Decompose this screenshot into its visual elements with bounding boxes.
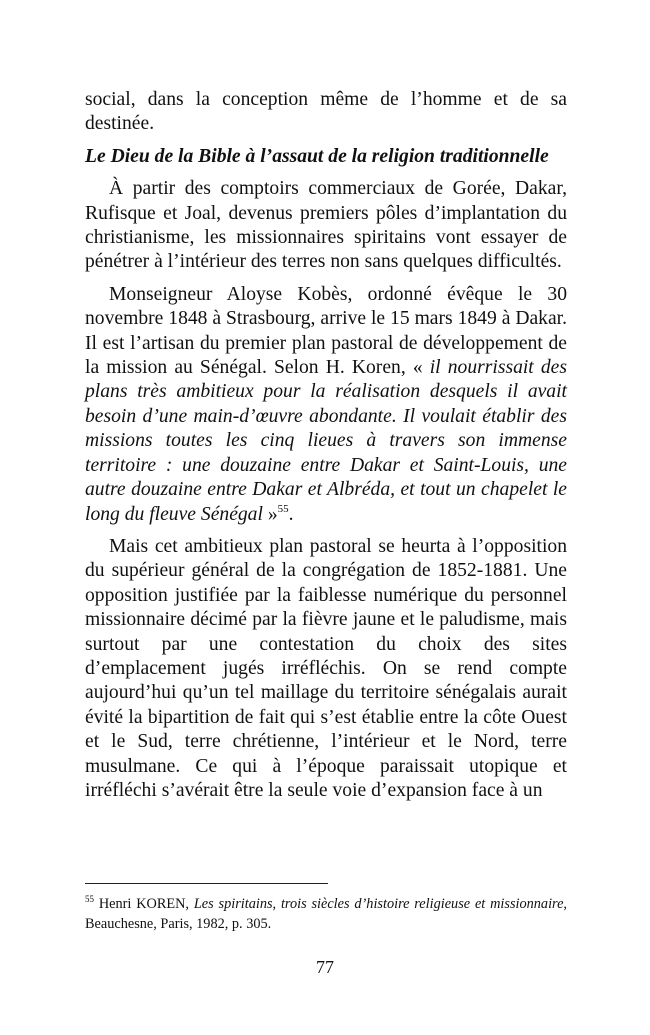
- footnote-author: Henri KOREN,: [94, 896, 194, 912]
- paragraph-1: À partir des comptoirs commerciaux de Gorée, Dakar, Rufisque et Joal, devenus premiers pôles d’implantation du christianisme, les missionnaires spiritains vont essayer de pénétrer à l’intérieur des terres non sans quelques difficultés.: [85, 178, 567, 273]
- page-number: 77: [316, 957, 334, 977]
- footnote-number: 55: [85, 894, 94, 904]
- continuation-paragraph: social, dans la conception même de l’homme et de sa destinée.: [85, 89, 567, 135]
- quote-open: «: [412, 357, 430, 379]
- footnote-reference: 55: [277, 502, 289, 515]
- paragraph-3: Mais cet ambitieux plan pastoral se heurta à l’opposition du supérieur général de la congrégation de 1852-1881. Une opposition justifiée par la faiblesse numérique du personnel missionnaire décimé par la fièvre jaune et le paludisme, mais surtout par une contestation du choix des sites d’emplacement jugés irréfléchis. On se rend compte aujourd’hui qu’un tel maillage du territoire sénégalais aurait évité la bipartition de fait qui s’est établie entre la côte Ouest et le Sud, terre chrétienne, l’intérieur et le Nord, terre musulmane. Ce qui à l’époque paraissait utopique et irréfléchi s’avérait être la seule voie d’expansion face à un: [85, 535, 567, 801]
- quote-close: »: [262, 503, 278, 525]
- koren-quote: il nourrissait des plans très ambitieux pour la réalisation desquels il avait besoin d’une main-d’œuvre abondante. Il voulait établir des missions toutes les cinq lieues à travers son immense territoire : une douzaine entre Dakar et Saint-Louis, une autre douzaine entre Dakar et Albréda, et tout un chapelet le long du fleuve Sénégal: [85, 357, 567, 525]
- paragraph-2-text: Monseigneur Aloyse Kobès, ordonné évêque le 30 novembre 1848 à Strasbourg, arrive le 15 mars 1849 à Dakar. Il est l’artisan du premier plan pastoral de développement de la mission au Sénégal. Selon H. Koren,: [85, 283, 567, 379]
- footnote-title: Les spiritains, trois siècles d’histoire religieuse et missionnaire: [193, 896, 564, 912]
- footnote-divider: [85, 883, 328, 884]
- paragraph-2-end: .: [288, 503, 294, 525]
- paragraph-2: [85, 283, 567, 527]
- footnote-publisher: , Beauchesne, Paris, 1982, p. 305.: [85, 896, 567, 932]
- section-heading: Le Dieu de la Bible à l’assaut de la religion traditionnelle: [85, 145, 549, 167]
- page-body: [85, 88, 567, 803]
- footnote: [85, 894, 567, 934]
